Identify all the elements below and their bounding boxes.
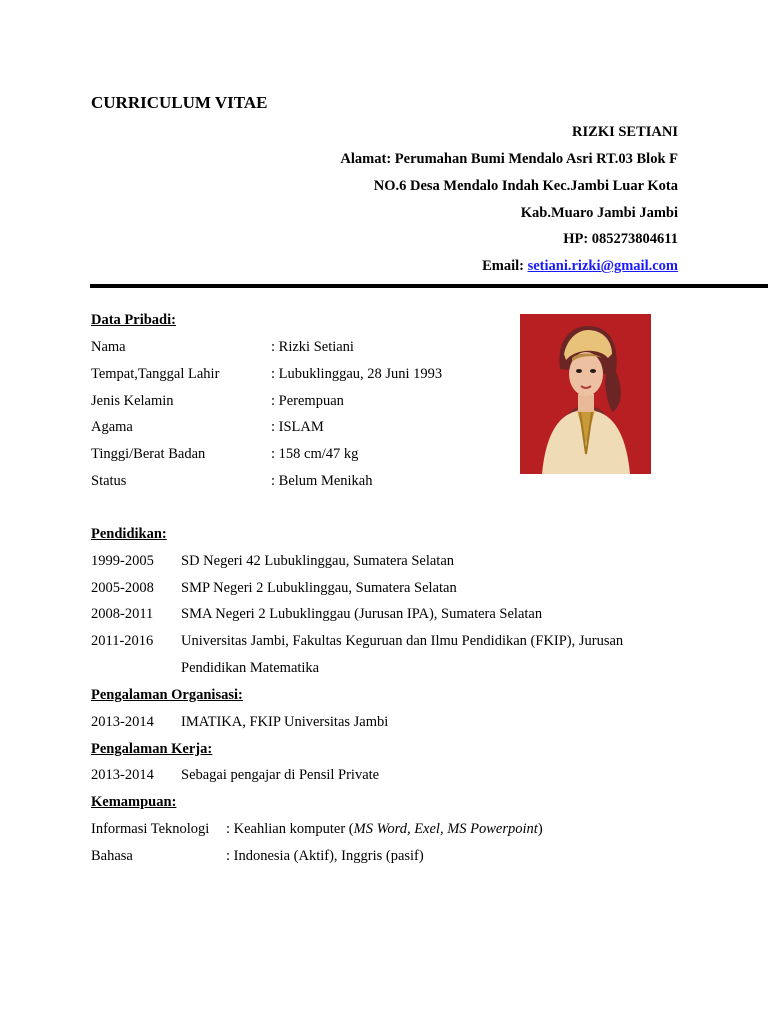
header-divider xyxy=(90,284,768,288)
section-heading-organisasi: Pengalaman Organisasi: xyxy=(91,687,243,703)
education-desc: Universitas Jambi, Fakultas Keguruan dan Ilmu Pendidikan (FKIP), Jurusan xyxy=(181,633,624,649)
portrait-icon xyxy=(520,314,651,474)
personal-value: : Rizki Setiani xyxy=(271,339,354,355)
work-year: 2013-2014 xyxy=(91,767,154,783)
personal-value: : Belum Menikah xyxy=(271,473,373,489)
organization-year: 2013-2014 xyxy=(91,714,154,730)
email-line xyxy=(482,258,678,275)
section-heading-data-pribadi: Data Pribadi: xyxy=(91,312,176,328)
personal-value: : ISLAM xyxy=(271,419,324,435)
skill-value: : Indonesia (Aktif), Inggris (pasif) xyxy=(226,848,424,864)
education-desc: Pendidikan Matematika xyxy=(181,660,320,676)
email-label: Email: xyxy=(482,258,528,274)
skill-value-suffix: ) xyxy=(537,821,543,837)
address-line-2: NO.6 Desa Mendalo Indah Kec.Jambi Luar Kota xyxy=(373,178,678,194)
skill-value-prefix: : Keahlian komputer ( xyxy=(226,821,354,837)
organization-desc: IMATIKA, FKIP Universitas Jambi xyxy=(181,714,389,730)
personal-label: Nama xyxy=(91,339,126,355)
personal-label: Tinggi/Berat Badan xyxy=(91,446,206,462)
section-heading-kemampuan: Kemampuan: xyxy=(91,794,177,810)
phone-number: HP: 085273804611 xyxy=(563,231,678,247)
applicant-name: RIZKI SETIANI xyxy=(572,124,678,140)
education-year: 2011-2016 xyxy=(91,633,154,649)
profile-photo xyxy=(520,314,651,474)
section-heading-pendidikan: Pendidikan: xyxy=(91,526,167,542)
skill-label: Informasi Teknologi xyxy=(91,821,210,837)
personal-label: Tempat,Tanggal Lahir xyxy=(91,366,220,382)
address-line-3: Kab.Muaro Jambi Jambi xyxy=(520,205,678,221)
education-desc: SMP Negeri 2 Lubuklinggau, Sumatera Selatan xyxy=(181,580,457,596)
work-desc: Sebagai pengajar di Pensil Private xyxy=(181,767,380,783)
address-line-1: Alamat: Perumahan Bumi Mendalo Asri RT.03 Blok F xyxy=(340,151,678,167)
cv-title: CURRICULUM VITAE xyxy=(91,93,268,112)
education-year: 1999-2005 xyxy=(91,553,154,569)
skill-value xyxy=(226,821,543,838)
education-year: 2008-2011 xyxy=(91,606,154,622)
personal-value: : Perempuan xyxy=(271,393,344,409)
personal-label: Agama xyxy=(91,419,133,435)
section-heading-kerja: Pengalaman Kerja: xyxy=(91,741,213,757)
personal-label: Status xyxy=(91,473,127,489)
education-desc: SD Negeri 42 Lubuklinggau, Sumatera Selatan xyxy=(181,553,455,569)
education-desc: SMA Negeri 2 Lubuklinggau (Jurusan IPA), Sumatera Selatan xyxy=(181,606,543,622)
personal-value: : Lubuklinggau, 28 Juni 1993 xyxy=(271,366,443,382)
personal-value: : 158 cm/47 kg xyxy=(271,446,359,462)
skill-label: Bahasa xyxy=(91,848,133,864)
skill-value-software: MS Word, Exel, MS Powerpoint xyxy=(353,821,538,837)
personal-label: Jenis Kelamin xyxy=(91,393,174,409)
email-link[interactable]: setiani.rizki@gmail.com xyxy=(527,258,678,274)
education-year: 2005-2008 xyxy=(91,580,154,596)
